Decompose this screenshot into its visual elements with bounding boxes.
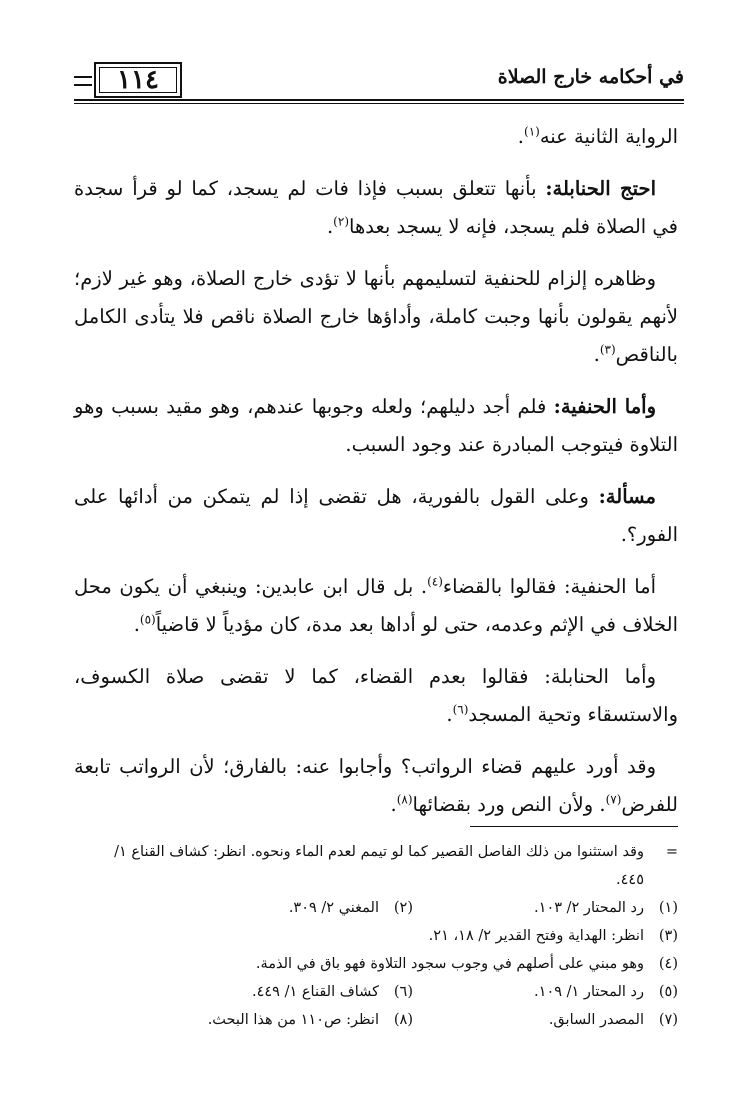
footnote-number: (٧) (658, 1012, 678, 1028)
paragraph-text: . بل قال ابن عابدين: وينبغي أن يكون محل الخلاف في الإثم وعدمه، حتى لو أداها بعد مدة، كان مؤدياً لا قاضياً (74, 575, 678, 636)
footnote-number: (٦) (393, 984, 413, 1000)
punctuation: . (446, 703, 453, 726)
footnote (413, 978, 678, 1006)
paragraph (74, 260, 678, 374)
paragraph (74, 170, 678, 246)
main-text (74, 118, 678, 838)
footnote-row (74, 1006, 678, 1034)
footnote-separator (470, 826, 678, 827)
continuation-marker: = (665, 844, 678, 860)
paragraph-heading: مسألة: (598, 485, 656, 508)
punctuation: . (326, 215, 334, 238)
paragraph-text: وظاهره إلزام للحنفية لتسليمهم بأنها لا تؤدى خارج الصلاة، وهو غير لازم؛ لأنهم يقولون بأنها وجبت كاملة، وأداؤها خارج الصلاة ناقص فلا يتأدى الكامل بالناقص (74, 267, 678, 366)
paragraph-text: بأنها تتعلق بسبب فإذا فات لم يسجد، كما لو قرأ سجدة في الصلاة فلم يسجد، فإنه لا يسجد بعدها (74, 177, 678, 238)
footnote-ref[interactable]: (٣) (599, 342, 616, 357)
header-rule (74, 103, 684, 104)
footnote-number: (٨) (393, 1012, 413, 1028)
paragraph-text: . ولأن النص ورد بقضائها (412, 793, 606, 816)
footnote-number: (٥) (658, 984, 678, 1000)
punctuation: . (390, 793, 397, 816)
punctuation: . (593, 343, 600, 366)
footnote-number: (٣) (658, 928, 678, 944)
footnote-ref[interactable]: (٧) (605, 792, 622, 807)
footnote-number: (٤) (658, 956, 678, 972)
paragraph (74, 568, 678, 644)
footnote (429, 922, 678, 950)
header-title: في أحكامه خارج الصلاة (497, 66, 684, 88)
header-ornament-line (74, 76, 92, 78)
footnote-row (74, 950, 678, 978)
paragraph (74, 388, 678, 464)
footnote-text: المصدر السابق. (548, 1012, 644, 1028)
punctuation: . (517, 125, 524, 148)
footnote-text: وهو مبني على أصلهم في وجوب سجود التلاوة فهو باق في الذمة. (255, 956, 644, 972)
paragraph (74, 118, 678, 156)
header-rule (74, 99, 684, 101)
footnote-row (74, 978, 678, 1006)
header-ornament-line (74, 84, 92, 86)
footnote-text: رد المحتار ٢/ ١٠٣. (534, 900, 644, 916)
punctuation: . (133, 613, 140, 636)
footnote (413, 1006, 678, 1034)
footnote (256, 950, 678, 978)
footnote-text: المغني ٢/ ٣٠٩. (288, 900, 379, 916)
footnote-number: (٢) (393, 900, 413, 916)
footnote-ref[interactable]: (٤) (427, 574, 443, 589)
footnote (208, 1006, 413, 1034)
paragraph-heading: وأما الحنفية: (553, 395, 656, 418)
footnote-ref[interactable]: (٦) (452, 702, 469, 717)
running-header (74, 62, 684, 102)
footnote-ref[interactable]: (٨) (396, 792, 413, 807)
footnote-row (74, 894, 678, 922)
footnote (289, 894, 413, 922)
footnote-text: رد المحتار ١/ ١٠٩. (534, 984, 644, 1000)
footnote-number: (١) (658, 900, 678, 916)
paragraph (74, 658, 678, 734)
footnote (252, 978, 413, 1006)
footnote (413, 894, 678, 922)
paragraph-text: الرواية الثانية عنه (539, 125, 678, 148)
footnote-text: انظر: ص١١٠ من هذا البحث. (207, 1012, 379, 1028)
paragraph (74, 748, 678, 824)
paragraph (74, 478, 678, 554)
paragraph-text: فلم أجد دليلهم؛ ولعله وجوبها عندهم، وهو مقيد بسبب وهو التلاوة فيتوجب المبادرة عند وجود السبب. (74, 395, 678, 456)
footnote-text: كشاف القناع ١/ ٤٤٩. (251, 984, 379, 1000)
footnote-row (74, 922, 678, 950)
footnote-ref[interactable]: (١) (524, 124, 540, 139)
footnotes (74, 838, 678, 1034)
paragraph-heading: احتج الحنابلة: (545, 177, 656, 200)
paragraph-text: وأما الحنابلة: فقالوا بعدم القضاء، كما لا تقضى صلاة الكسوف، والاستسقاء وتحية المسجد (74, 665, 678, 726)
paragraph-text: وعلى القول بالفورية، هل تقضى إذا لم يتمكن من أدائها على الفور؟. (74, 485, 678, 546)
footnote-text: وقد استثنوا من ذلك الفاصل القصير كما لو تيمم لعدم الماء ونحوه. انظر: كشاف القناع ١/ ٤٤٥. (114, 844, 644, 888)
paragraph-text: أما الحنفية: فقالوا بالقضاء (442, 575, 656, 598)
footnote-text: انظر: الهداية وفتح القدير ٢/ ١٨، ٢١. (428, 928, 644, 944)
page-number: ١١٤ (94, 62, 182, 98)
footnote-ref[interactable]: (٢) (333, 214, 349, 229)
paragraph-text: وقد أورد عليهم قضاء الرواتب؟ وأجابوا عنه: بالفارق؛ لأن الرواتب تابعة للفرض (74, 755, 678, 816)
footnote-continuation (74, 838, 678, 894)
footnote-ref[interactable]: (٥) (139, 612, 156, 627)
